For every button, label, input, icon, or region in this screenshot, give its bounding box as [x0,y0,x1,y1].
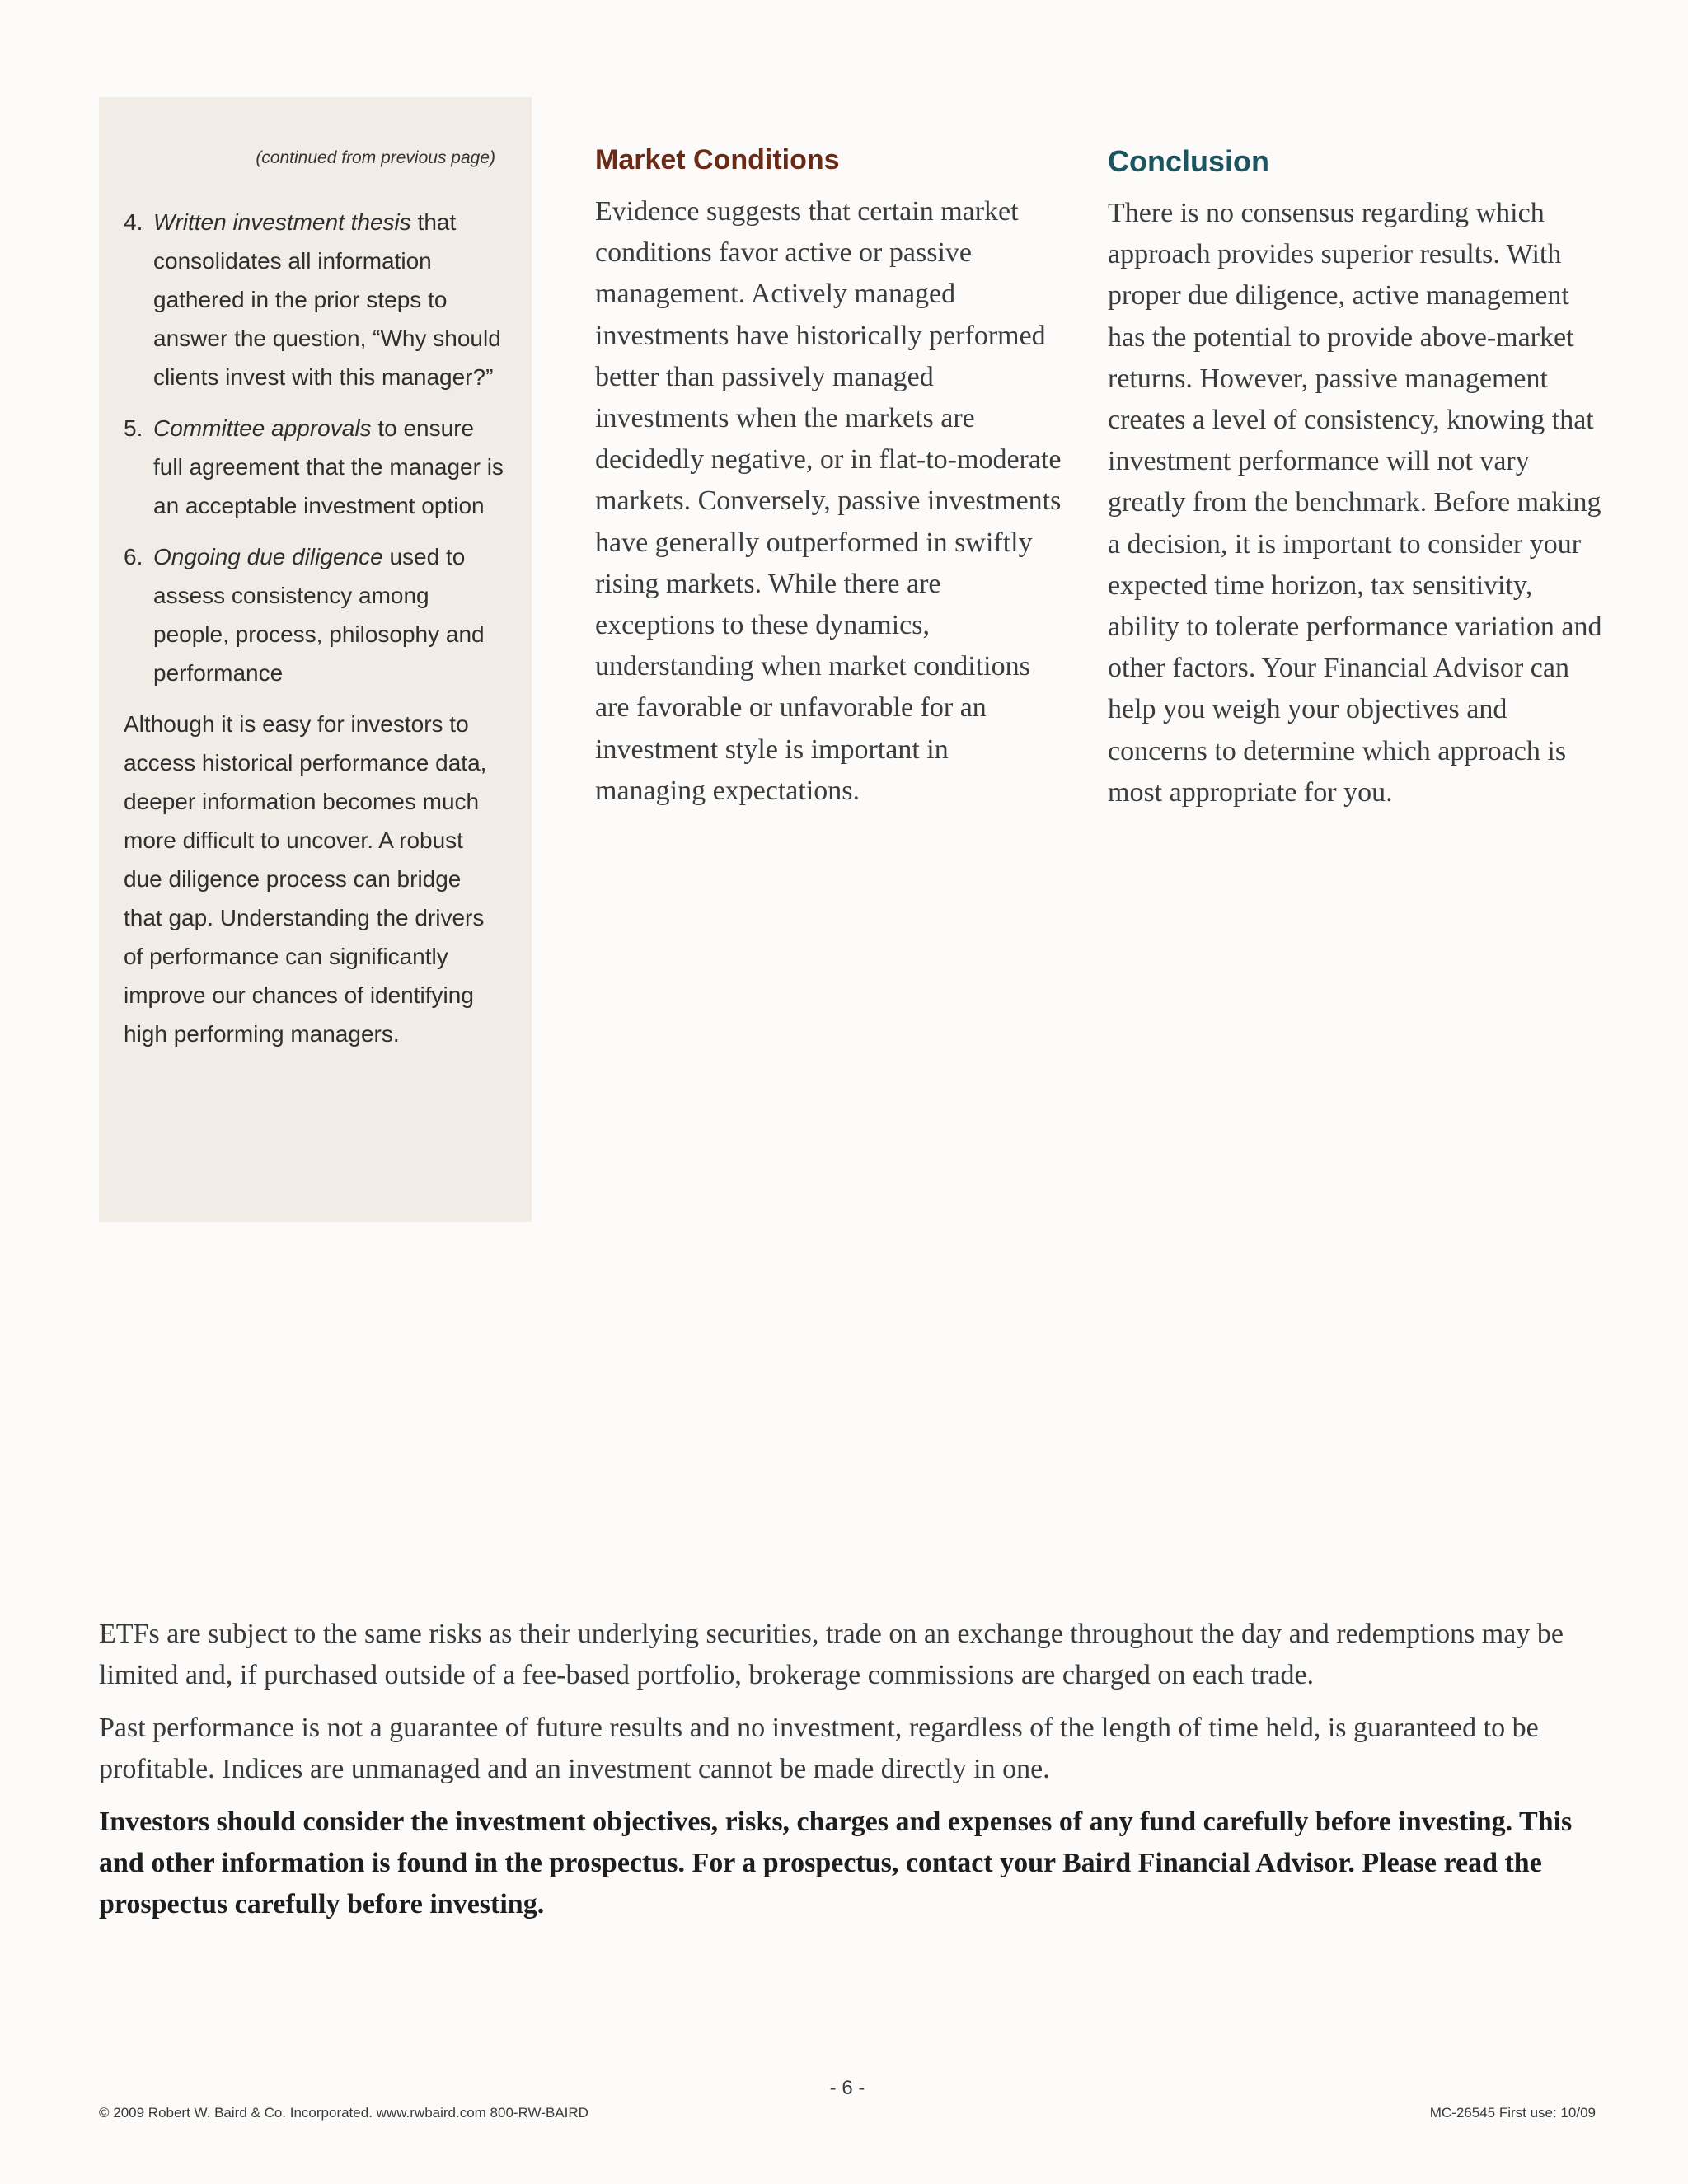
list-item-number: 5. [124,415,143,441]
list-item [124,409,504,525]
document-code: MC-26545 First use: 10/09 [1429,2105,1596,2121]
conclusion-body: There is no consensus regarding which approach provides superior results. With proper due diligence, active management has the potential to provide above-market returns. However, passive management creates a level of consistency, knowing that investment performance will not vary greatly from the benchmark. Before making a decision, it is important to consider your expected time horizon, tax sensitivity, ability to tolerate performance variation and other factors. Your Financial Advisor can help you weigh your objectives and concerns to determine which approach is most appropriate for you. [1108,198,1602,808]
list-item-term: Committee approvals [153,415,372,441]
list-item-term: Ongoing due diligence [153,544,383,569]
list-item-number: 4. [124,209,143,235]
market-conditions-body: Evidence suggests that certain market conditions favor active or passive management. Actively managed investments have historically performed better than passively managed investments when the markets are decidedly negative, or in flat-to-moderate markets. Conversely, passive investments have generally outperformed in swiftly rising markets. While there are exceptions to these dynamics, understanding when market conditions are favorable or unfavorable for an investment style is important in managing expectations. [595,196,1062,806]
market-conditions-section [595,142,1065,812]
market-conditions-heading: Market Conditions [595,144,840,176]
conclusion-heading: Conclusion [1108,144,1269,178]
sidebar-panel [99,97,532,1222]
list-item [124,537,504,692]
prospectus-disclosure: Investors should consider the investment objectives, risks, charges and expenses of any fund carefully before investing. This and other information is found in the prospectus. For a prospectus, contact your Baird Financial Advisor. Please read the prospectus carefully before investing. [99,1807,1573,1919]
etf-disclosure: ETFs are subject to the same risks as their underlying securities, trade on an exchange throughout the day and redemptions may be limited and, if purchased outside of a fee-based portfolio, brokerage commissions are charged on each trade. [99,1619,1564,1690]
due-diligence-steps [124,203,504,692]
copyright-notice: © 2009 Robert W. Baird & Co. Incorporated. www.rwbaird.com 800-RW-BAIRD [99,2105,588,2121]
sidebar-closing-paragraph: Although it is easy for investors to access historical performance data, deeper information becomes much more difficult to uncover. A robust due diligence process can bridge that gap. Understanding the drivers of performance can significantly improve our chances of identifying high performing managers. [124,711,487,1047]
disclosures [99,1614,1582,1937]
page-number: - 6 - [829,2077,865,2099]
past-performance-disclosure: Past performance is not a guarantee of future results and no investment, regardless of the length of time held, is guaranteed to be profitable. Indices are unmanaged and an investment cannot be made directly in one. [99,1713,1539,1784]
list-item-number: 6. [124,544,143,569]
conclusion-section [1108,143,1602,813]
list-item-text: to ensure full agreement that the manager is an acceptable investment option [153,415,504,518]
list-item-text: used to assess consistency among people, process, philosophy and performance [153,544,485,686]
continued-note: (continued from previous page) [256,148,495,167]
list-item [124,203,504,396]
list-item-term: Written investment thesis [153,209,411,235]
list-item-text: that consolidates all information gathered in the prior steps to answer the question, “Why should clients invest with this manager?” [153,209,501,390]
